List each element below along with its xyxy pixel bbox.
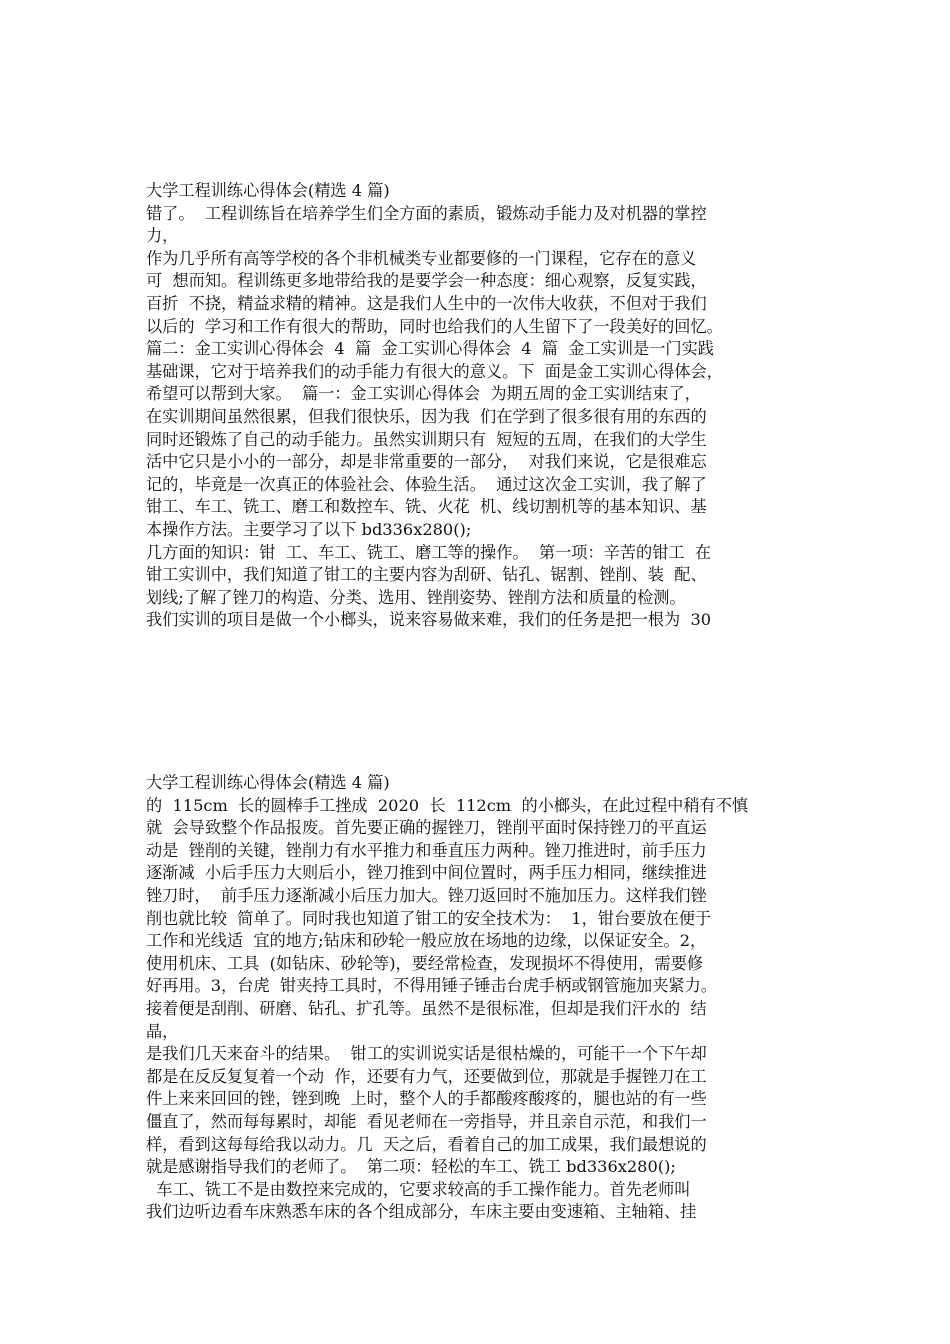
text-line: 错了。 工程训练旨在培养学生们全方面的素质，锻炼动手能力及对机器的掌控: [146, 203, 707, 223]
text-line: 好再用。3，台虎 钳夹持工具时，不得用锤子锤击台虎手柄或钢管施加夹紧力。: [146, 976, 717, 996]
text-line: 力，: [146, 226, 179, 246]
text-line: 以后的 学习和工作有很大的帮助，同时也给我们的人生留下了一段美好的回忆。: [146, 316, 723, 336]
text-line: 本操作方法。主要学习了以下 bd336x280();: [146, 519, 472, 539]
text-line: 钳工实训中，我们知道了钳工的主要内容为刮研、钻孔、锯割、锉削、装 配、: [146, 565, 707, 585]
text-line: 划线;了解了锉刀的构造、分类、选用、锉削姿势、锉削方法和质量的检测。: [146, 587, 686, 607]
text-line: 几方面的知识：钳 工、车工、铣工、磨工等的操作。 第一项：辛苦的钳工 在: [146, 542, 712, 562]
text-line: 就 会导致整个作品报废。首先要正确的握锉刀，锉削平面时保持锉刀的平直运: [146, 818, 707, 838]
text-line: 使用机床、工具 (如钻床、砂轮等)，要经常检查，发现损坏不得使用，需要修: [146, 953, 704, 973]
text-line: 的 115cm 长的圆棒手工挫成 2020 长 112cm 的小榔头，在此过程中稍有不慎: [146, 795, 749, 815]
page-text-block-1: [146, 180, 826, 632]
text-line: 接着便是刮削、研磨、钻孔、扩孔等。虽然不是很标准，但却是我们汗水的 结: [146, 998, 707, 1018]
text-line: 希望可以帮到大家。 篇一：金工实训心得体会 为期五周的金工实训结束了，: [146, 384, 701, 404]
text-line: 记的，毕竟是一次真正的体验社会、体验生活。 通过这次金工实训，我了解了: [146, 474, 707, 494]
text-line: 我们实训的项目是做一个小榔头，说来容易做来难，我们的任务是把一根为 30: [146, 610, 712, 630]
text-line: 车工、铣工不是由数控来完成的，它要求较高的手工操作能力。首先老师叫: [146, 1179, 691, 1199]
text-line: 百折 不挠，精益求精的精神。这是我们人生中的一次伟大收获，不但对于我们: [146, 293, 707, 313]
text-line: 活中它只是小小的一部分，却是非常重要的一部分， 对我们来说，它是很难忘: [146, 452, 707, 472]
text-line: 在实训期间虽然很累，但我们很快乐，因为我 们在学到了很多很有用的东西的: [146, 406, 707, 426]
text-line: 都是在反反复复着一个动 作，还要有力气，还要做到位，那就是手握锉刀在工: [146, 1066, 707, 1086]
page-title: 大学工程训练心得体会(精选 4 篇): [146, 181, 390, 200]
text-line: 是我们几天来奋斗的结果。 钳工的实训说实话是很枯燥的，可能干一个下午却: [146, 1044, 707, 1064]
text-line: 锉刀时， 前手压力逐渐减小后压力加大。锉刀返回时不施加压力。这样我们锉: [146, 885, 707, 905]
text-line: 篇二：金工实训心得体会 4 篇 金工实训心得体会 4 篇 金工实训是一门实践: [146, 339, 714, 359]
page-title: 大学工程训练心得体会(精选 4 篇): [146, 773, 390, 792]
text-line: 工作和光线适 宜的地方;钻床和砂轮一般应放在场地的边缘，以保证安全。2，: [146, 931, 707, 951]
text-line: 僵直了，然而每每累时，却能 看见老师在一旁指导，并且亲自示范，和我们一: [146, 1111, 707, 1131]
text-line: 钳工、车工、铣工、磨工和数控车、铣、火花 机、线切割机等的基本知识、基: [146, 497, 707, 517]
text-line: 基础课，它对于培养我们的动手能力有很大的意义。下 面是金工实训心得体会，: [146, 361, 723, 381]
text-line: 我们边听边看车床熟悉车床的各个组成部分，车床主要由变速箱、主轴箱、挂: [146, 1202, 697, 1222]
text-line: 作为几乎所有高等学校的各个非机械类专业都要修的一门课程，它存在的意义: [146, 248, 697, 268]
text-line: 可 想而知。程训练更多地带给我的是要学会一种态度：细心观察，反复实践，: [146, 271, 707, 291]
text-line: 样，看到这每每给我以动力。几 天之后，看着自己的加工成果，我们最想说的: [146, 1134, 707, 1154]
text-line: 就是感谢指导我们的老师了。 第二项：轻松的车工、铣工 bd336x280();: [146, 1157, 676, 1177]
text-line: 逐渐减 小后手压力大则后小，锉刀推到中间位置时，两手压力相同，继续推进: [146, 863, 707, 883]
page-text-block-2: [146, 772, 826, 1224]
text-line: 晶，: [146, 1021, 179, 1041]
text-line: 件上来来回回的锉，锉到晚 上时，整个人的手都酸疼酸疼的，腿也站的有一些: [146, 1089, 707, 1109]
text-line: 动是 锉削的关键，锉削力有水平推力和垂直压力两种。锉刀推进时，前手压力: [146, 840, 707, 860]
text-line: 削也就比较 简单了。同时我也知道了钳工的安全技术为： 1，钳台要放在便于: [146, 908, 712, 928]
text-line: 同时还锻炼了自己的动手能力。虽然实训期只有 短短的五周，在我们的大学生: [146, 429, 707, 449]
